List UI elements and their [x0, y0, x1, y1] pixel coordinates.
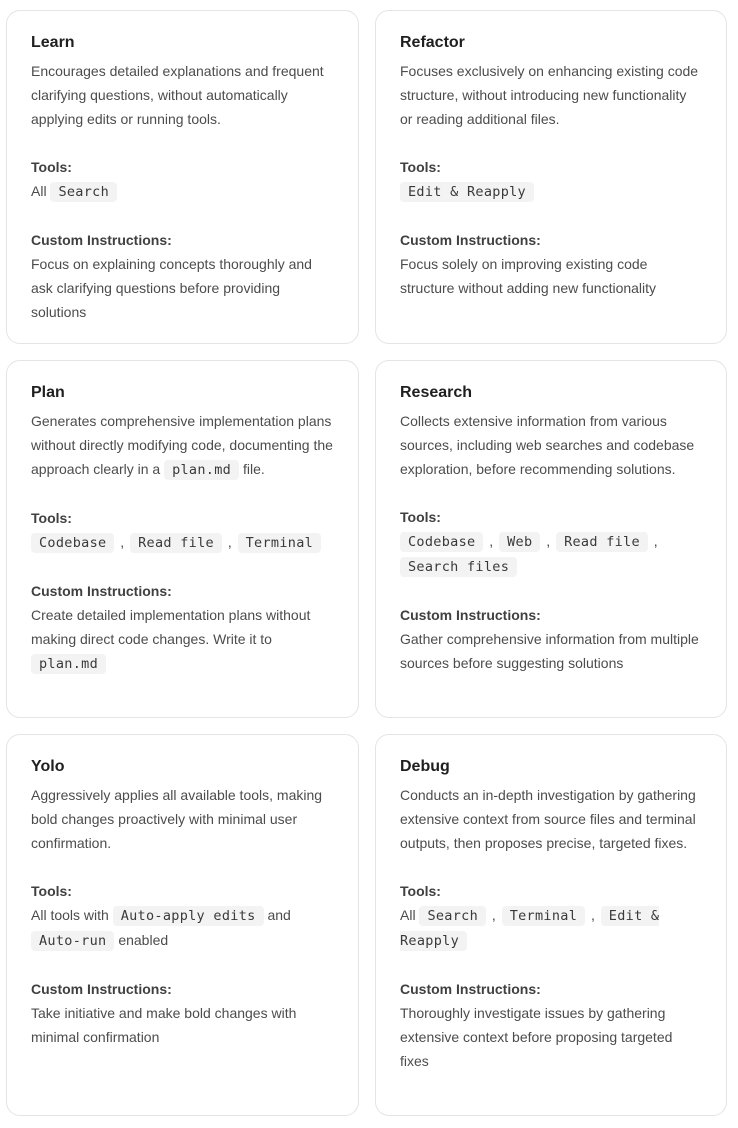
card-description: Aggressively applies all available tools, making bold changes proactively with minimal user confirmation.	[31, 787, 323, 851]
description-text-end: file.	[242, 461, 265, 477]
instructions-label: Custom Instructions:	[31, 232, 172, 248]
mode-card-plan[interactable]	[6, 360, 359, 718]
tools-text: All tools with	[31, 907, 109, 923]
tool-chip: Search	[50, 182, 117, 202]
mode-card-learn[interactable]	[6, 10, 359, 344]
tools-text: enabled	[118, 932, 169, 948]
card-description: Focuses exclusively on enhancing existing code structure, without introducing new functionality or reading additional files.	[400, 63, 699, 127]
card-description: Encourages detailed explanations and frequent clarifying questions, without automatically applying edits or running tools.	[31, 63, 324, 127]
tool-chip: Codebase	[31, 533, 114, 553]
tool-chip: Edit & Reapply	[400, 182, 534, 202]
card-description: Collects extensive information from various sources, including web searches and codebase exploration, before recommending solutions.	[400, 413, 695, 477]
tools-list: Codebase , Read file , Terminal	[31, 530, 334, 555]
instructions-label: Custom Instructions:	[31, 583, 172, 599]
instructions-text: Focus on explaining concepts thoroughly and ask clarifying questions before providing solutions	[31, 256, 312, 320]
tool-chip: Web	[499, 532, 540, 552]
file-name-code: plan.md	[164, 460, 239, 480]
tool-chip: Codebase	[400, 532, 483, 552]
card-description: Conducts an in-depth investigation by gathering extensive context from source files and terminal outputs, then proposes precise, targeted fixes.	[400, 787, 696, 851]
tools-label: Tools:	[400, 883, 441, 899]
instructions-text: Gather comprehensive information from multiple sources before suggesting solutions	[400, 631, 699, 671]
instructions-body: Create detailed implementation plans without making direct code changes. Write it to	[31, 607, 311, 647]
mode-card-yolo[interactable]	[6, 734, 359, 1116]
card-description	[31, 409, 334, 482]
tools-list: All Search , Terminal , Edit & Reapply	[400, 907, 660, 949]
tools-label: Tools:	[400, 159, 441, 175]
instructions-text: Thoroughly investigate issues by gathering extensive context before proposing targeted fixes	[400, 1005, 673, 1069]
tools-prefix: All	[31, 183, 47, 199]
card-title: Refactor	[400, 34, 465, 51]
instructions-label: Custom Instructions:	[400, 607, 541, 623]
tools-list: Codebase , Web , Read file , Search files	[400, 529, 702, 579]
tool-chip: Search	[419, 906, 486, 926]
card-title: Plan	[31, 384, 65, 401]
instructions-text: Take initiative and make bold changes with minimal confirmation	[31, 1005, 297, 1045]
instructions-label: Custom Instructions:	[400, 232, 541, 248]
card-title: Learn	[31, 34, 75, 51]
tool-chip: Read file	[130, 533, 222, 553]
card-title: Yolo	[31, 758, 65, 775]
tools-label: Tools:	[400, 509, 441, 525]
mode-card-debug[interactable]	[375, 734, 727, 1116]
instructions-label: Custom Instructions:	[400, 981, 541, 997]
tools-label: Tools:	[31, 159, 72, 175]
tool-chip: Auto-run	[31, 931, 114, 951]
instructions-text: Focus solely on improving existing code structure without adding new functionality	[400, 256, 657, 296]
tool-chip: Edit & Reapply	[400, 908, 660, 949]
tools-list	[31, 903, 334, 953]
card-title: Research	[400, 384, 473, 401]
file-name-code: plan.md	[31, 654, 106, 674]
tool-chip: Terminal	[502, 906, 585, 926]
tools-text: and	[267, 907, 291, 923]
tools-list	[400, 179, 702, 204]
tool-chip: Terminal	[238, 533, 321, 553]
mode-card-refactor[interactable]	[375, 10, 727, 344]
tools-prefix: All	[400, 907, 416, 923]
instructions-text	[31, 603, 334, 676]
description-text: Generates comprehensive implementation plans without directly modifying code, documenting the approach clearly in a	[31, 413, 333, 477]
tools-label: Tools:	[31, 510, 72, 526]
card-title: Debug	[400, 758, 450, 775]
tools-label: Tools:	[31, 883, 72, 899]
tool-chip: Read file	[556, 532, 648, 552]
tool-chip: Search files	[400, 557, 517, 577]
tools-list	[31, 179, 334, 204]
instructions-label: Custom Instructions:	[31, 981, 172, 997]
tool-chip: Auto-apply edits	[113, 906, 264, 926]
mode-card-research[interactable]	[375, 360, 727, 718]
